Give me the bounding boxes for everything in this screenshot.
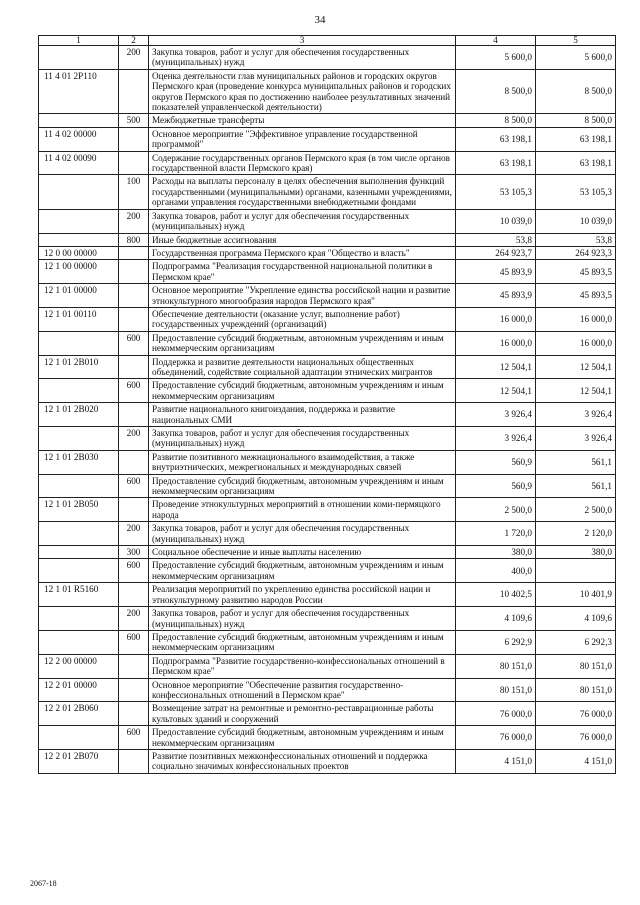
row-code-cell: 12 2 01 2B070: [39, 749, 119, 773]
row-description-cell: Развитие позитивного межнационального взаимодействия, а также внутриэтнических, межрегиональных и международных связей: [149, 450, 456, 474]
row-amount-col5-cell: 5 600,0: [536, 46, 616, 70]
row-amount-col5-cell: 16 000,0: [536, 331, 616, 355]
row-expense-type-cell: [119, 403, 149, 427]
row-amount-col5-cell: 63 198,1: [536, 127, 616, 151]
row-expense-type-cell: 200: [119, 522, 149, 546]
table-row: [39, 379, 616, 403]
row-expense-type-cell: [119, 260, 149, 284]
row-amount-col5-cell: 561,1: [536, 474, 616, 498]
row-code-cell: 12 1 01 R5160: [39, 583, 119, 607]
row-expense-type-cell: [119, 307, 149, 331]
row-amount-col4-cell: 4 109,6: [456, 607, 536, 631]
row-code-cell: 12 1 00 00000: [39, 260, 119, 284]
row-code-cell: 11 4 02 00090: [39, 151, 119, 175]
row-amount-col5-cell: 80 151,0: [536, 678, 616, 702]
table-row: [39, 246, 616, 259]
row-description-cell: Проведение этнокультурных мероприятий в отношении коми-пермяцкого народа: [149, 498, 456, 522]
row-amount-col4-cell: 45 893,9: [456, 260, 536, 284]
row-description-cell: Содержание государственных органов Пермского края (в том числе органов государственной власти Пермского края): [149, 151, 456, 175]
row-description-cell: Социальное обеспечение и иные выплаты населению: [149, 546, 456, 559]
row-description-cell: Предоставление субсидий бюджетным, автономным учреждениям и иным некоммерческим организациям: [149, 726, 456, 750]
document-footer-code: 2067-18: [30, 879, 57, 888]
header-col-4: 4: [456, 36, 536, 46]
row-description-cell: Реализация мероприятий по укреплению единства российской нации и этнокультурному развитию народов России: [149, 583, 456, 607]
table-row: [39, 726, 616, 750]
row-description-cell: Подпрограмма "Реализация государственной национальной политики в Пермском крае": [149, 260, 456, 284]
row-amount-col4-cell: 63 198,1: [456, 127, 536, 151]
row-code-cell: 12 1 01 00000: [39, 284, 119, 308]
row-amount-col4-cell: 3 926,4: [456, 403, 536, 427]
table-row: [39, 427, 616, 451]
table-row: [39, 559, 616, 583]
row-amount-col5-cell: 10 039,0: [536, 209, 616, 233]
row-code-cell: 12 1 01 00110: [39, 307, 119, 331]
row-code-cell: [39, 175, 119, 209]
table-row: [39, 654, 616, 678]
row-amount-col4-cell: 8 500,0: [456, 114, 536, 127]
row-amount-col4-cell: 400,0: [456, 559, 536, 583]
table-row: [39, 678, 616, 702]
row-description-cell: Предоставление субсидий бюджетным, автономным учреждениям и иным некоммерческим организациям: [149, 331, 456, 355]
table-row: [39, 260, 616, 284]
table-row: [39, 546, 616, 559]
row-description-cell: Предоставление субсидий бюджетным, автономным учреждениям и иным некоммерческим организациям: [149, 379, 456, 403]
row-code-cell: [39, 546, 119, 559]
row-amount-col5-cell: 3 926,4: [536, 403, 616, 427]
row-expense-type-cell: 200: [119, 46, 149, 70]
row-expense-type-cell: [119, 678, 149, 702]
table-row: [39, 284, 616, 308]
row-amount-col5-cell: 45 893,5: [536, 284, 616, 308]
row-description-cell: Развитие позитивных межконфессиональных отношений и поддержка социально значимых конфессиональных проектов: [149, 749, 456, 773]
row-amount-col4-cell: 1 720,0: [456, 522, 536, 546]
row-amount-col4-cell: 560,9: [456, 474, 536, 498]
table-row: [39, 583, 616, 607]
row-expense-type-cell: 200: [119, 209, 149, 233]
row-amount-col5-cell: 76 000,0: [536, 702, 616, 726]
table-row: [39, 474, 616, 498]
row-expense-type-cell: 200: [119, 427, 149, 451]
row-amount-col4-cell: 4 151,0: [456, 749, 536, 773]
row-amount-col5-cell: 264 923,3: [536, 246, 616, 259]
row-amount-col4-cell: 63 198,1: [456, 151, 536, 175]
row-description-cell: Предоставление субсидий бюджетным, автономным учреждениям и иным некоммерческим организациям: [149, 630, 456, 654]
row-expense-type-cell: 600: [119, 474, 149, 498]
row-expense-type-cell: [119, 151, 149, 175]
row-amount-col4-cell: 12 504,1: [456, 355, 536, 379]
row-amount-col5-cell: 4 151,0: [536, 749, 616, 773]
row-amount-col5-cell: 16 000,0: [536, 307, 616, 331]
row-amount-col5-cell: 2 120,0: [536, 522, 616, 546]
row-expense-type-cell: 500: [119, 114, 149, 127]
row-amount-col4-cell: 264 923,7: [456, 246, 536, 259]
row-amount-col5-cell: 45 893,5: [536, 260, 616, 284]
row-amount-col4-cell: 2 500,0: [456, 498, 536, 522]
table-row: [39, 46, 616, 70]
row-expense-type-cell: 600: [119, 726, 149, 750]
header-col-1: 1: [39, 36, 119, 46]
row-description-cell: Закупка товаров, работ и услуг для обеспечения государственных (муниципальных) нужд: [149, 427, 456, 451]
row-description-cell: Подпрограмма "Развитие государственно-конфессиональных отношений в Пермском крае": [149, 654, 456, 678]
row-amount-col4-cell: 53,8: [456, 233, 536, 246]
row-code-cell: 12 1 01 2B020: [39, 403, 119, 427]
row-code-cell: [39, 607, 119, 631]
row-description-cell: Возмещение затрат на ремонтные и ремонтно-реставрационные работы культовых зданий и сооружений: [149, 702, 456, 726]
row-amount-col4-cell: 10 402,5: [456, 583, 536, 607]
row-expense-type-cell: [119, 450, 149, 474]
row-amount-col4-cell: 80 151,0: [456, 654, 536, 678]
row-code-cell: [39, 559, 119, 583]
row-expense-type-cell: [119, 749, 149, 773]
row-expense-type-cell: [119, 127, 149, 151]
row-expense-type-cell: 200: [119, 607, 149, 631]
table-row: [39, 498, 616, 522]
row-expense-type-cell: [119, 583, 149, 607]
row-amount-col4-cell: 560,9: [456, 450, 536, 474]
row-description-cell: Предоставление субсидий бюджетным, автономным учреждениям и иным некоммерческим организациям: [149, 474, 456, 498]
row-description-cell: Закупка товаров, работ и услуг для обеспечения государственных (муниципальных) нужд: [149, 522, 456, 546]
table-row: [39, 522, 616, 546]
row-code-cell: [39, 630, 119, 654]
row-expense-type-cell: 600: [119, 630, 149, 654]
row-description-cell: Развитие национального книгоиздания, поддержка и развитие национальных СМИ: [149, 403, 456, 427]
row-amount-col4-cell: 10 039,0: [456, 209, 536, 233]
row-amount-col5-cell: [536, 559, 616, 583]
row-amount-col5-cell: 10 401,9: [536, 583, 616, 607]
row-amount-col5-cell: 12 504,1: [536, 379, 616, 403]
row-description-cell: Основное мероприятие "Обеспечение развития государственно-конфессиональных отношений в Пермском крае": [149, 678, 456, 702]
table-row: [39, 151, 616, 175]
table-row: [39, 69, 616, 114]
row-expense-type-cell: [119, 654, 149, 678]
row-description-cell: Основное мероприятие "Укрепление единства российской нации и развитие этнокультурного многообразия народов Пермского края": [149, 284, 456, 308]
row-expense-type-cell: 600: [119, 379, 149, 403]
row-description-cell: Закупка товаров, работ и услуг для обеспечения государственных (муниципальных) нужд: [149, 607, 456, 631]
table-row: [39, 331, 616, 355]
row-description-cell: Обеспечение деятельности (оказание услуг, выполнение работ) государственных учреждений (организаций): [149, 307, 456, 331]
row-code-cell: 11 4 02 00000: [39, 127, 119, 151]
row-expense-type-cell: [119, 355, 149, 379]
row-code-cell: [39, 474, 119, 498]
header-col-5: 5: [536, 36, 616, 46]
header-col-2: 2: [119, 36, 149, 46]
table-row: [39, 749, 616, 773]
row-expense-type-cell: [119, 69, 149, 114]
row-amount-col4-cell: 12 504,1: [456, 379, 536, 403]
row-amount-col5-cell: 63 198,1: [536, 151, 616, 175]
row-amount-col5-cell: 3 926,4: [536, 427, 616, 451]
row-amount-col5-cell: 53 105,3: [536, 175, 616, 209]
row-expense-type-cell: 600: [119, 331, 149, 355]
table-header-row: [39, 36, 616, 46]
row-amount-col5-cell: 8 500,0: [536, 114, 616, 127]
row-amount-col4-cell: 8 500,0: [456, 69, 536, 114]
table-row: [39, 630, 616, 654]
row-description-cell: Государственная программа Пермского края "Общество и власть": [149, 246, 456, 259]
row-amount-col5-cell: 561,1: [536, 450, 616, 474]
row-expense-type-cell: [119, 246, 149, 259]
budget-table: [38, 35, 616, 774]
table-row: [39, 355, 616, 379]
row-amount-col4-cell: 80 151,0: [456, 678, 536, 702]
table-row: [39, 450, 616, 474]
row-expense-type-cell: 100: [119, 175, 149, 209]
header-col-3: 3: [149, 36, 456, 46]
row-description-cell: Иные бюджетные ассигнования: [149, 233, 456, 246]
row-amount-col5-cell: 380,0: [536, 546, 616, 559]
row-description-cell: Поддержка и развитие деятельности национальных общественных объединений, содействие социальной адаптации этнических мигрантов: [149, 355, 456, 379]
row-expense-type-cell: 300: [119, 546, 149, 559]
row-code-cell: [39, 522, 119, 546]
row-expense-type-cell: [119, 702, 149, 726]
row-code-cell: [39, 726, 119, 750]
row-code-cell: 12 0 00 00000: [39, 246, 119, 259]
table-row: [39, 607, 616, 631]
row-amount-col5-cell: 8 500,0: [536, 69, 616, 114]
row-amount-col4-cell: 3 926,4: [456, 427, 536, 451]
row-code-cell: [39, 46, 119, 70]
table-row: [39, 233, 616, 246]
row-amount-col4-cell: 45 893,9: [456, 284, 536, 308]
row-description-cell: Предоставление субсидий бюджетным, автономным учреждениям и иным некоммерческим организациям: [149, 559, 456, 583]
row-expense-type-cell: 800: [119, 233, 149, 246]
table-row: [39, 175, 616, 209]
row-amount-col4-cell: 6 292,9: [456, 630, 536, 654]
row-code-cell: [39, 114, 119, 127]
table-row: [39, 403, 616, 427]
row-code-cell: 12 2 01 2B060: [39, 702, 119, 726]
row-expense-type-cell: 600: [119, 559, 149, 583]
row-amount-col4-cell: 76 000,0: [456, 726, 536, 750]
row-amount-col4-cell: 53 105,3: [456, 175, 536, 209]
row-amount-col5-cell: 2 500,0: [536, 498, 616, 522]
row-amount-col5-cell: 12 504,1: [536, 355, 616, 379]
row-amount-col5-cell: 76 000,0: [536, 726, 616, 750]
row-amount-col4-cell: 16 000,0: [456, 331, 536, 355]
row-amount-col4-cell: 5 600,0: [456, 46, 536, 70]
table-row: [39, 702, 616, 726]
row-expense-type-cell: [119, 284, 149, 308]
row-code-cell: 12 2 01 00000: [39, 678, 119, 702]
row-code-cell: 12 1 01 2B010: [39, 355, 119, 379]
table-row: [39, 307, 616, 331]
row-expense-type-cell: [119, 498, 149, 522]
row-amount-col5-cell: 6 292,3: [536, 630, 616, 654]
row-code-cell: [39, 233, 119, 246]
row-code-cell: [39, 209, 119, 233]
row-description-cell: Расходы на выплаты персоналу в целях обеспечения выполнения функций государственными (муниципальными) органами, казенными учреждениями, органами управления государственными внебюджетными фондами: [149, 175, 456, 209]
row-code-cell: 12 2 00 00000: [39, 654, 119, 678]
row-description-cell: Межбюджетные трансферты: [149, 114, 456, 127]
table-row: [39, 209, 616, 233]
row-amount-col4-cell: 16 000,0: [456, 307, 536, 331]
row-amount-col4-cell: 380,0: [456, 546, 536, 559]
row-code-cell: [39, 427, 119, 451]
row-code-cell: 11 4 01 2P110: [39, 69, 119, 114]
row-amount-col5-cell: 53,8: [536, 233, 616, 246]
row-amount-col5-cell: 4 109,6: [536, 607, 616, 631]
row-description-cell: Закупка товаров, работ и услуг для обеспечения государственных (муниципальных) нужд: [149, 46, 456, 70]
row-amount-col4-cell: 76 000,0: [456, 702, 536, 726]
table-row: [39, 114, 616, 127]
row-code-cell: 12 1 01 2B030: [39, 450, 119, 474]
table-row: [39, 127, 616, 151]
row-description-cell: Оценка деятельности глав муниципальных районов и городских округов Пермского края (проведение конкурса муниципальных районов и городских округов Пермского края по достижению наиболее результативных значений показателей управленческой деятельности): [149, 69, 456, 114]
row-description-cell: Закупка товаров, работ и услуг для обеспечения государственных (муниципальных) нужд: [149, 209, 456, 233]
page-number: 34: [314, 14, 326, 26]
row-code-cell: [39, 379, 119, 403]
row-amount-col5-cell: 80 151,0: [536, 654, 616, 678]
row-code-cell: 12 1 01 2B050: [39, 498, 119, 522]
row-description-cell: Основное мероприятие "Эффективное управление государственной программой": [149, 127, 456, 151]
row-code-cell: [39, 331, 119, 355]
